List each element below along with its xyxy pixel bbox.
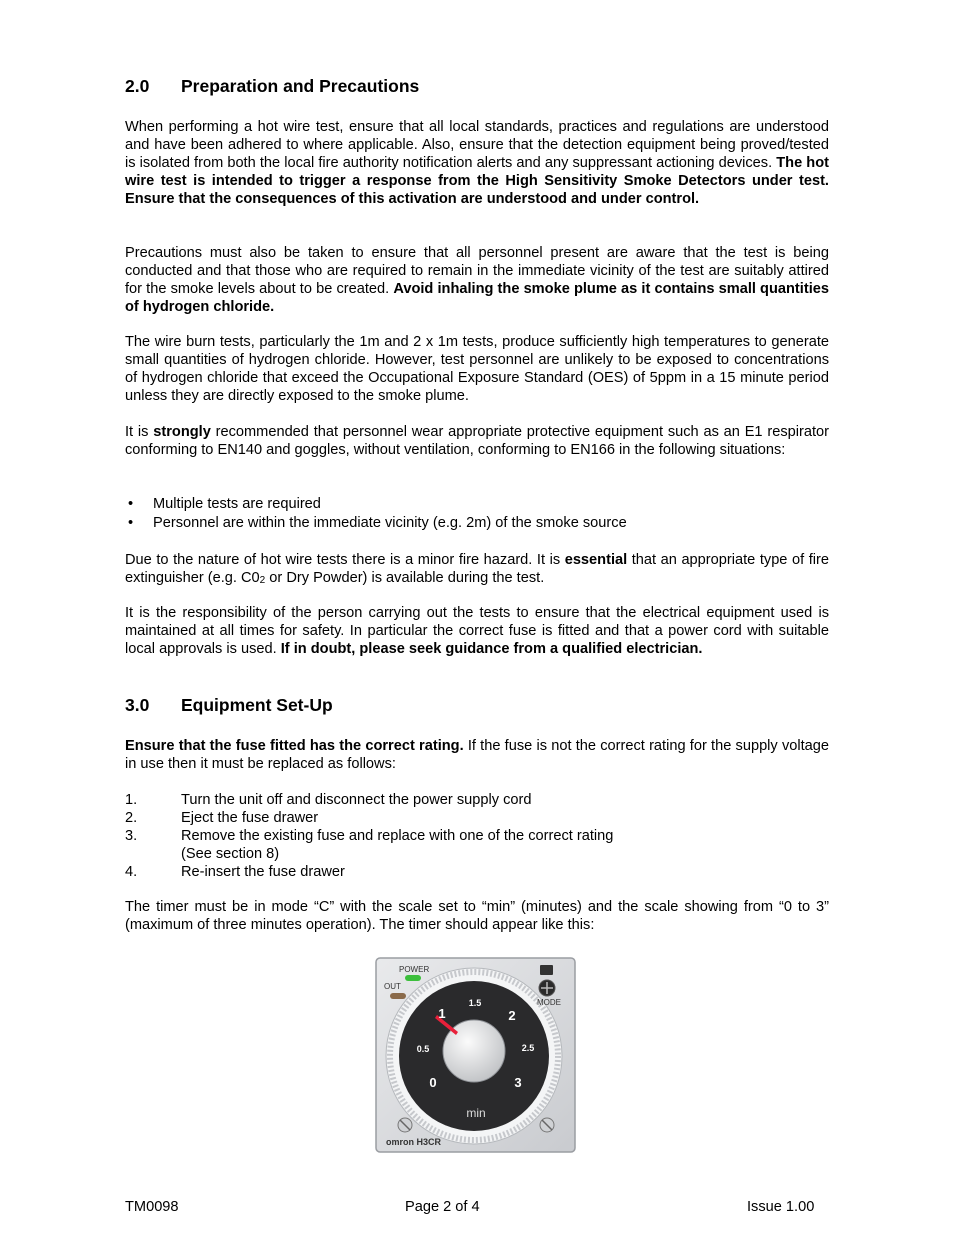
timer-image: [375, 957, 576, 1153]
bullet-icon: •: [128, 515, 134, 531]
paragraph-bold-text: Ensure that the fuse fitted has the correct rating.: [125, 738, 464, 754]
scale-tick-2: 2: [508, 1008, 516, 1023]
scale-tick-2-5: 2.5: [521, 1043, 535, 1053]
subscript-text: 2: [259, 575, 266, 586]
paragraph-text: When performing a hot wire test, ensure that all local standards, practices and regulations are understood and have been adhered to where applicable. Also, ensure that the detection equipment being proved/tested is isolated from both the local fire authority notification alerts and any suppressant actioning devices.: [125, 119, 829, 171]
paragraph-hot-wire-intro: [125, 118, 829, 208]
step-text: Remove the existing fuse and replace with one of the correct rating: [181, 828, 614, 844]
paragraph-bold-text: strongly: [153, 424, 211, 440]
section-3-heading: [125, 695, 333, 716]
step-text: (See section 8): [181, 846, 280, 862]
paragraph-bold-text: essential: [564, 552, 628, 568]
footer-issue: Issue 1.00: [747, 1199, 815, 1215]
paragraph-bold-text: Avoid inhaling the smoke plume as it contains small quantities of hydrogen chloride.: [125, 281, 829, 315]
paragraph-text: recommended that personnel wear appropriate protective equipment such as an E1 respirator conforming to EN140 and goggles, without ventilation, conforming to EN166 in the following situations:: [125, 424, 829, 458]
footer-page-number: Page 2 of 4: [405, 1199, 480, 1215]
scale-tick-1: 1: [438, 1006, 446, 1021]
brand-label: omron H3CR: [386, 1137, 442, 1147]
paragraph-text: that an appropriate type of fire extinguisher (e.g. C0: [125, 552, 829, 586]
paragraph-text: It is the responsibility of the person carrying out the tests to ensure that the electrical equipment used is maintained at all times for safety. In particular the correct fuse is fitted and that a power cord with suitable local approvals is used.: [125, 605, 829, 657]
step-item: [125, 863, 613, 881]
step-text: Eject the fuse drawer: [181, 810, 319, 826]
paragraph-text: It is: [125, 424, 154, 440]
step-item: [125, 845, 613, 863]
paragraph-protective-equipment: [125, 423, 829, 459]
step-number: 4.: [125, 864, 138, 880]
paragraph-precautions: [125, 244, 829, 316]
power-led: [405, 975, 421, 981]
scale-unit-label: min: [466, 1106, 486, 1120]
step-number: 1.: [125, 792, 138, 808]
out-label: OUT: [384, 982, 401, 991]
scale-tick-3: 3: [514, 1075, 522, 1090]
step-item: [125, 827, 613, 845]
step-item: [125, 809, 613, 827]
paragraph-wire-burn-tests: The wire burn tests, particularly the 1m and 2 x 1m tests, produce sufficiently high temperatures to generate small quantities of hydrogen chloride. However, test personnel are unlikely to be exposed to concentrations of hydrogen chloride that exceed the Occupational Exposure Standard (OES) of 5ppm in a 15 minute period unless they are directly exposed to the smoke plume.: [125, 334, 829, 404]
paragraph-bold-text: If in doubt, please seek guidance from a qualified electrician.: [280, 641, 703, 657]
scale-tick-1-5: 1.5: [468, 998, 482, 1008]
paragraph-text: Precautions must also be taken to ensure that all personnel present are aware that the test is being conducted and that those who are required to remain in the immediate vicinity of the test are suitably attired for the smoke levels about to be created.: [125, 245, 829, 297]
scale-tick-0: 0: [429, 1075, 437, 1090]
paragraph-bold-text: The hot wire test is intended to trigger a response from the High Sensitivity Smoke Detectors under test. Ensure that the consequences of this activation are understood and under control.: [125, 155, 829, 207]
step-text: Re-insert the fuse drawer: [181, 864, 345, 880]
list-item: [125, 495, 627, 514]
paragraph-text: Due to the nature of hot wire tests there is a minor fire hazard. It is: [125, 552, 565, 568]
section-title: Preparation and Precautions: [181, 76, 420, 96]
paragraph-text: If the fuse is not the correct rating for the supply voltage in use then it must be replaced as follows:: [125, 738, 829, 772]
paragraph-timer-mode: The timer must be in mode “C” with the scale set to “min” (minutes) and the scale showing from “0 to 3” (maximum of three minutes operation). The timer should appear like this:: [125, 899, 829, 933]
footer-document-id: TM0098: [125, 1199, 179, 1215]
section-2-heading: [125, 76, 419, 97]
list-item: [125, 514, 627, 533]
mode-label: MODE: [537, 998, 561, 1007]
section-title: Equipment Set-Up: [181, 695, 333, 715]
fuse-replacement-steps: [125, 791, 613, 881]
step-item: [125, 791, 613, 809]
list-item-text: Personnel are within the immediate vicinity (e.g. 2m) of the smoke source: [153, 515, 627, 531]
out-led: [390, 993, 406, 999]
power-label: POWER: [399, 965, 430, 974]
paragraph-fuse-rating: [125, 737, 829, 773]
mode-display-window: [540, 965, 553, 975]
list-item-text: Multiple tests are required: [153, 496, 321, 512]
scale-tick-0-5: 0.5: [416, 1044, 430, 1054]
section-number: 3.0: [125, 695, 150, 715]
paragraph-fire-hazard: [125, 551, 829, 590]
paragraph-electrical-safety: [125, 604, 829, 658]
paragraph-text: or Dry Powder) is available during the test.: [265, 570, 545, 586]
step-text: Turn the unit off and disconnect the power supply cord: [181, 792, 532, 808]
situations-list: [125, 495, 627, 533]
bullet-icon: •: [128, 496, 134, 512]
section-number: 2.0: [125, 76, 150, 96]
step-number: 2.: [125, 810, 138, 826]
step-number: 3.: [125, 828, 138, 844]
